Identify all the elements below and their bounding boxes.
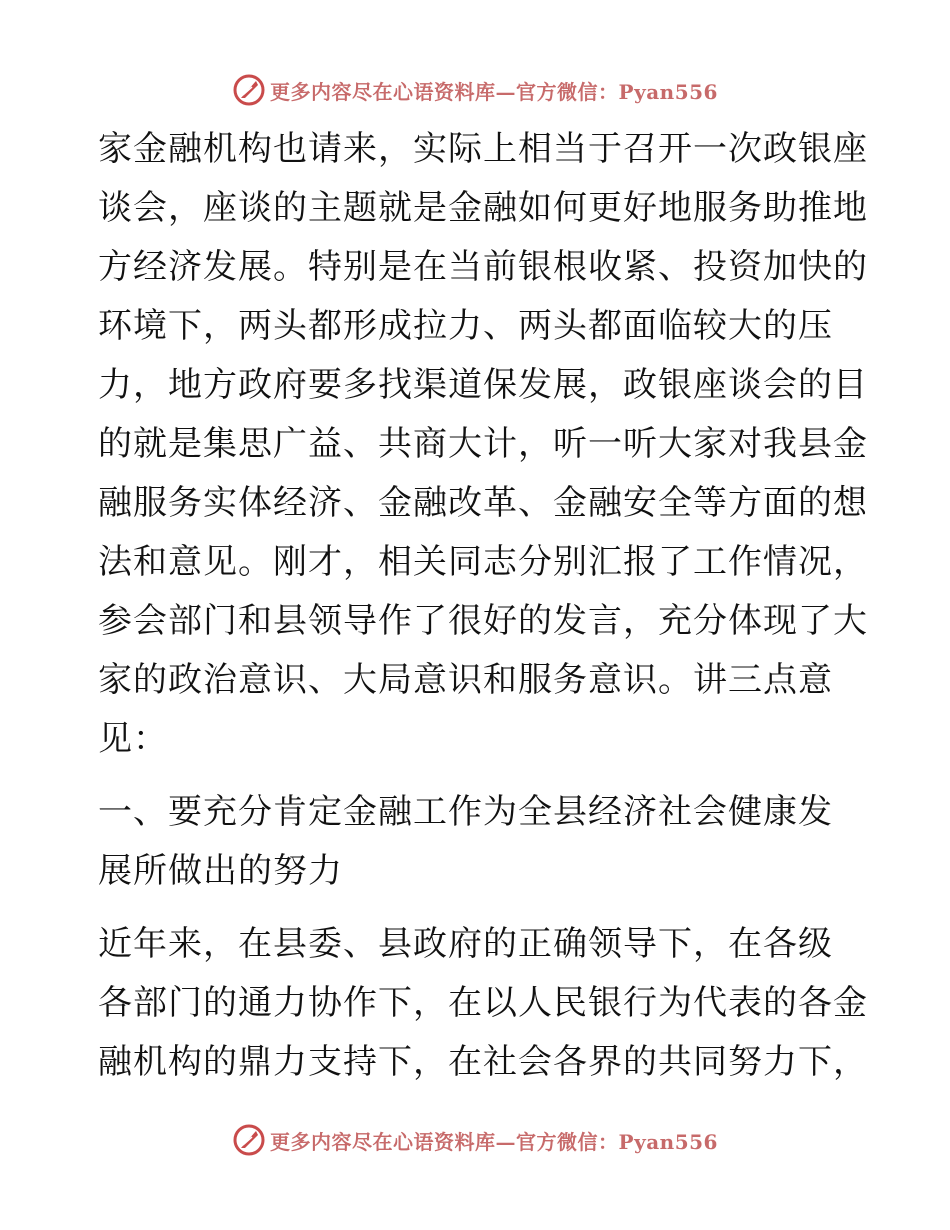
feather-logo-icon [232, 73, 266, 107]
text-line: 谈会，座谈的主题就是金融如何更好地服务助推地 [98, 188, 868, 228]
document-body [98, 120, 868, 1092]
text-line: 近年来，在县委、县政府的正确领导下，在各级 [98, 924, 833, 964]
paragraph [98, 915, 868, 1092]
text-line: 法和意见。刚才，相关同志分别汇报了工作情况， [98, 542, 868, 582]
heading-line: 展所做出的努力 [98, 851, 343, 891]
section-heading [98, 783, 858, 901]
text-line: 方经济发展。特别是在当前银根收紧、投资加快的 [98, 247, 868, 287]
heading-line: 一、要充分肯定金融工作为全县经济社会健康发 [98, 792, 833, 832]
text-line: 环境下，两头都形成拉力、两头都面临较大的压 [98, 306, 833, 346]
header-banner-text: 更多内容尽在心语资料库—官方微信：Pyan556 [270, 79, 718, 104]
text-line: 家金融机构也请来，实际上相当于召开一次政银座 [98, 129, 868, 169]
text-line: 的就是集思广益、共商大计，听一听大家对我县金 [98, 424, 868, 464]
paragraph-gap [98, 901, 858, 915]
text-line: 家的政治意识、大局意识和服务意识。讲三点意 [98, 660, 833, 700]
text-line: 各部门的通力协作下，在以人民银行为代表的各金 [98, 983, 868, 1023]
paragraph-gap [98, 769, 858, 783]
text-line: 融机构的鼎力支持下，在社会各界的共同努力下， [98, 1042, 868, 1082]
feather-logo-icon [232, 1123, 266, 1157]
paragraph [98, 120, 868, 769]
text-line: 力，地方政府要多找渠道保发展，政银座谈会的目 [98, 365, 868, 405]
text-line: 融服务实体经济、金融改革、金融安全等方面的想 [98, 483, 868, 523]
text-line: 见： [98, 719, 168, 759]
header-banner [0, 70, 950, 110]
footer-banner-text: 更多内容尽在心语资料库—官方微信：Pyan556 [270, 1129, 718, 1154]
footer-banner [0, 1120, 950, 1160]
text-line: 参会部门和县领导作了很好的发言，充分体现了大 [98, 601, 868, 641]
